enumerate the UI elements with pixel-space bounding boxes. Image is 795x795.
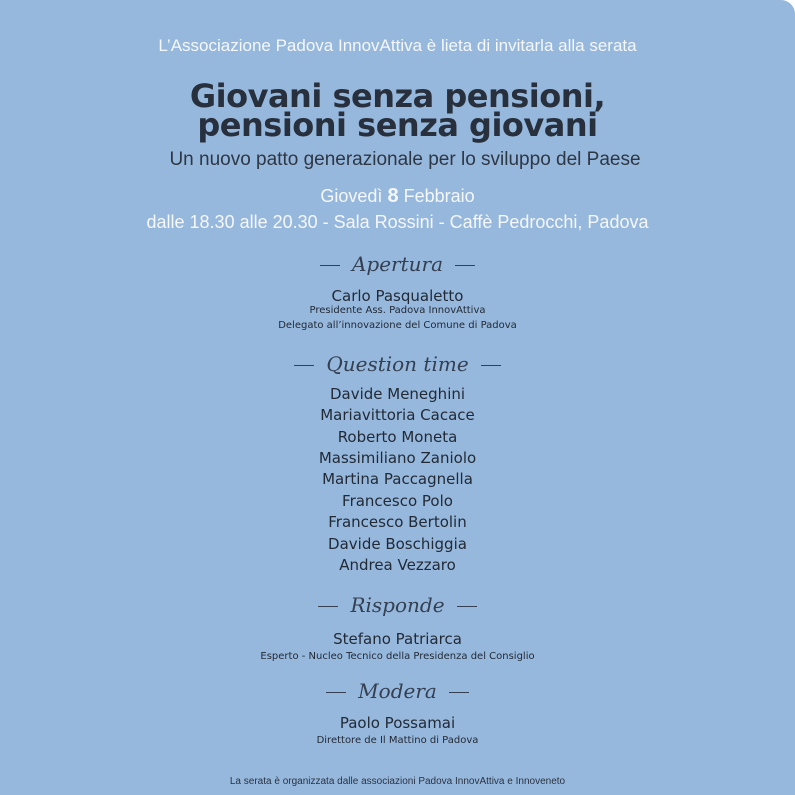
dash-divider xyxy=(481,365,501,367)
title-line-1: Giovani senza pensioni, xyxy=(189,77,606,115)
participant-name: Andrea Vezzaro xyxy=(339,556,456,574)
date-day: 8 xyxy=(387,185,399,207)
dash-divider xyxy=(326,692,346,694)
heading-text: Question time xyxy=(326,352,469,376)
speaker-role: Presidente Ass. Padova InnovAttiva xyxy=(309,305,486,316)
section-apertura-heading xyxy=(0,254,795,274)
moderator-name: Paolo Possamai xyxy=(339,714,456,732)
title-line-2: pensioni senza giovani xyxy=(197,106,598,144)
dash-divider xyxy=(449,692,469,694)
section-risponde-heading xyxy=(0,595,795,615)
dash-divider xyxy=(320,265,340,267)
speaker-name: Stefano Patriarca xyxy=(333,630,462,648)
subtitle: Un nuovo patto generazionale per lo sviluppo del Paese xyxy=(169,149,641,170)
participant-name: Martina Paccagnella xyxy=(322,470,473,488)
dash-divider xyxy=(294,365,314,367)
section-question-time-heading xyxy=(0,354,795,374)
dash-divider xyxy=(318,606,338,608)
participant-name: Francesco Bertolin xyxy=(328,513,467,531)
time-place: dalle 18.30 alle 20.30 - Sala Rossini - Caffè Pedrocchi, Padova xyxy=(146,212,649,232)
speaker-role: Esperto - Nucleo Tecnico della Presidenza del Consiglio xyxy=(260,651,535,662)
participant-name: Massimiliano Zaniolo xyxy=(318,449,477,467)
event-date xyxy=(0,186,795,206)
heading-text: Modera xyxy=(358,679,437,703)
participant-name: Davide Boschiggia xyxy=(328,535,467,553)
dash-divider xyxy=(455,265,475,267)
heading-text: Apertura xyxy=(351,252,444,276)
participant-name: Roberto Moneta xyxy=(337,428,458,446)
intro-text: L’Associazione Padova InnovAttiva è lieta di invitarla alla serata xyxy=(158,36,637,55)
participant-name: Davide Meneghini xyxy=(329,385,466,403)
moderator-role: Direttore de Il Mattino di Padova xyxy=(316,735,479,746)
heading-text: Risponde xyxy=(350,593,445,617)
speaker-name: Carlo Pasqualetto xyxy=(331,287,464,305)
dash-divider xyxy=(457,606,477,608)
date-month: Febbraio xyxy=(403,186,475,206)
footer-text: La serata è organizzata dalle associazioni Padova InnovAttiva e Innoveneto xyxy=(229,776,566,787)
section-modera-heading xyxy=(0,681,795,701)
speaker-role: Delegato all’innovazione del Comune di Padova xyxy=(278,320,517,331)
participant-name: Mariavittoria Cacace xyxy=(320,406,475,424)
participant-name: Francesco Polo xyxy=(342,492,453,510)
date-weekday: Giovedì xyxy=(320,186,383,206)
